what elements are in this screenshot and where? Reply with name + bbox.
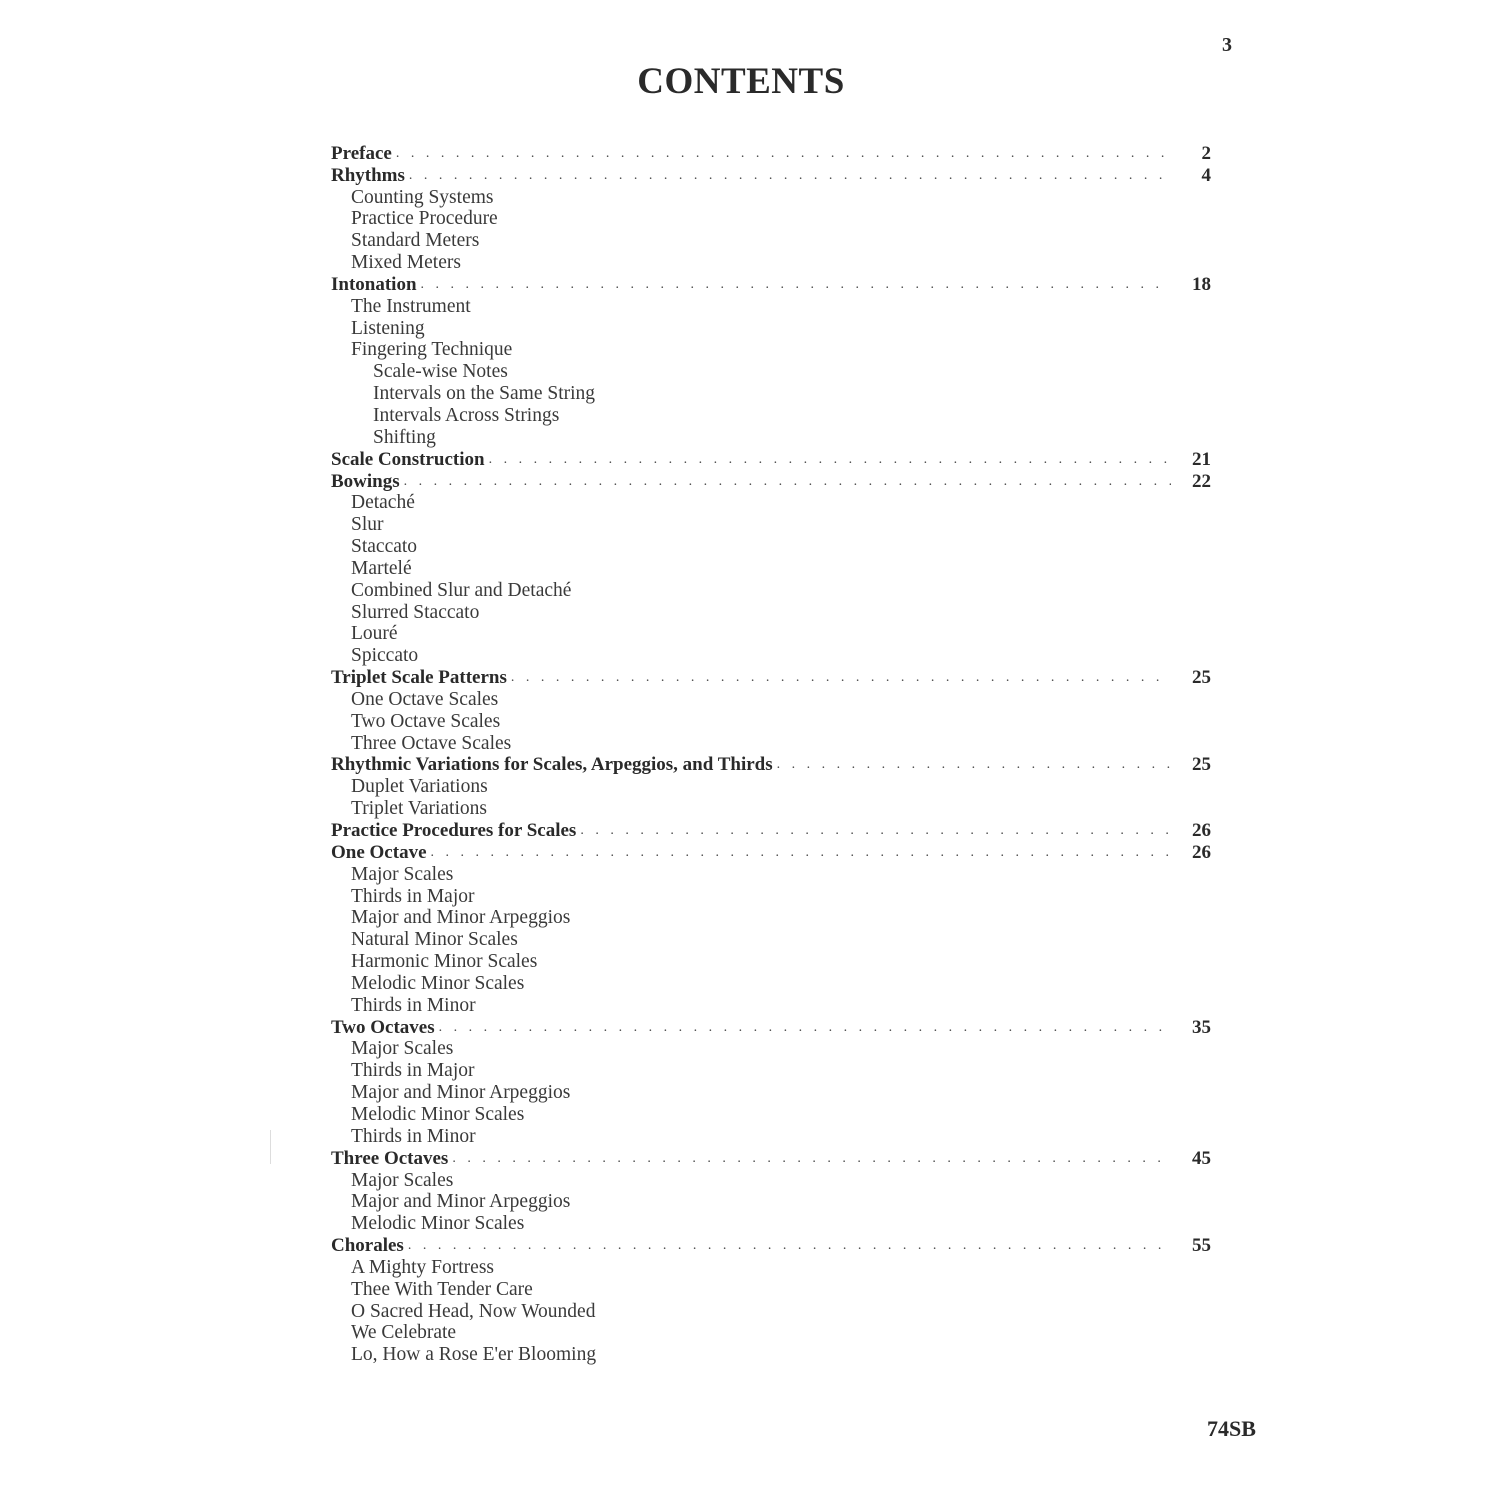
dot-leader <box>777 754 1171 775</box>
toc-subsection-label: O Sacred Head, Now Wounded <box>351 1300 596 1322</box>
toc-section-label: Practice Procedures for Scales <box>331 820 577 841</box>
dot-leader <box>396 143 1171 164</box>
toc-subsection-label: Melodic Minor Scales <box>351 1213 525 1235</box>
toc-subsection-row <box>331 863 1211 885</box>
toc-subsection-label: Scale-wise Notes <box>373 361 508 383</box>
toc-subsection-row <box>331 1300 1211 1322</box>
toc-subsection-row <box>331 1169 1211 1191</box>
toc-section-label: Scale Construction <box>331 448 485 470</box>
toc-subsection-row <box>331 295 1211 317</box>
toc-subsection-row <box>331 950 1211 972</box>
toc-section-label: Intonation <box>331 273 417 295</box>
toc-subsection-row <box>331 492 1211 514</box>
toc-subsection-label: Thee With Tender Care <box>351 1278 533 1300</box>
toc-section-label: Preface <box>331 142 392 164</box>
toc-subsection-row <box>331 557 1211 579</box>
toc-subsection-label: Major Scales <box>351 1169 454 1191</box>
toc-section-row <box>331 273 1211 295</box>
toc-subsection-label: Major and Minor Arpeggios <box>351 1191 571 1213</box>
toc-page-number: 55 <box>1192 1235 1211 1257</box>
toc-subsection-label: Triplet Variations <box>351 798 487 820</box>
toc-subsection-label: Standard Meters <box>351 230 480 252</box>
toc-subsection-label: Thirds in Major <box>351 885 475 907</box>
toc-section-row <box>331 1016 1211 1038</box>
toc-subsection-row <box>331 644 1211 666</box>
dot-leader <box>439 1017 1171 1038</box>
toc-subsection-row <box>331 885 1211 907</box>
toc-subsection-row <box>331 513 1211 535</box>
toc-subsection-row <box>331 1212 1211 1234</box>
toc-subsection-label: Louré <box>351 623 398 645</box>
toc-section-row <box>331 754 1211 776</box>
toc-subsection-row <box>331 797 1211 819</box>
toc-subsection-row <box>331 579 1211 601</box>
toc-subsection-label: A Mighty Fortress <box>351 1256 495 1278</box>
toc-section-row <box>331 142 1211 164</box>
toc-section-row <box>331 841 1211 863</box>
dot-leader <box>404 471 1171 492</box>
toc-section-label: Rhythmic Variations for Scales, Arpeggios, and Thirds <box>331 754 773 776</box>
toc-subsection-label: Combined Slur and Detaché <box>351 579 572 601</box>
toc-section-row <box>331 164 1211 186</box>
toc-section-row <box>331 448 1211 470</box>
dot-leader <box>511 667 1171 688</box>
toc-subsection-label: Counting Systems <box>351 186 494 208</box>
scan-margin-mark <box>270 1130 271 1164</box>
toc-subsection-row <box>331 907 1211 929</box>
toc-section-label: Two Octaves <box>331 1016 435 1038</box>
toc-subsection-row <box>331 535 1211 557</box>
toc-subsection-label: Martelé <box>351 557 412 579</box>
toc-section-row <box>331 470 1211 492</box>
toc-subsection-row <box>331 404 1211 426</box>
toc-subsection-row <box>331 623 1211 645</box>
toc-subsection-label: Spiccato <box>351 645 419 667</box>
dot-leader <box>408 1235 1171 1256</box>
toc-subsection-label: Listening <box>351 317 425 339</box>
toc-subsection-label: Natural Minor Scales <box>351 929 518 951</box>
toc-subsection-row <box>331 1038 1211 1060</box>
toc-subsection-row <box>331 688 1211 710</box>
toc-subsection-row <box>331 710 1211 732</box>
toc-subsection-label: Intervals Across Strings <box>373 404 560 426</box>
toc-subsection-label: Lo, How a Rose E'er Blooming <box>351 1344 597 1366</box>
toc-subsection-label: Intervals on the Same String <box>373 383 596 405</box>
toc-section-label: Chorales <box>331 1235 404 1257</box>
toc-subsection-row <box>331 775 1211 797</box>
toc-subsection-label: Slur <box>351 514 384 536</box>
toc-page-number: 26 <box>1192 820 1211 841</box>
toc-page-number: 45 <box>1192 1147 1211 1169</box>
toc-subsection-row <box>331 360 1211 382</box>
toc-page-number: 21 <box>1192 448 1211 470</box>
toc-subsection-label: Practice Procedure <box>351 208 498 230</box>
toc-subsection-row <box>331 339 1211 361</box>
toc-section-label: One Octave <box>331 841 427 863</box>
toc-section-row <box>331 1147 1211 1169</box>
toc-subsection-label: Melodic Minor Scales <box>351 972 525 994</box>
toc-subsection-label: Slurred Staccato <box>351 601 480 623</box>
toc-section-row <box>331 1234 1211 1256</box>
table-of-contents <box>331 142 1211 1365</box>
toc-subsection-row <box>331 994 1211 1016</box>
page-title: CONTENTS <box>637 61 845 102</box>
toc-subsection-label: Detaché <box>351 492 415 514</box>
toc-subsection-row <box>331 317 1211 339</box>
toc-subsection-label: Two Octave Scales <box>351 710 501 732</box>
page-number: 3 <box>1222 34 1232 56</box>
toc-subsection-row <box>331 1278 1211 1300</box>
toc-subsection-row <box>331 1059 1211 1081</box>
toc-subsection-label: Major Scales <box>351 1038 454 1060</box>
toc-subsection-label: Thirds in Minor <box>351 1125 476 1147</box>
toc-page-number: 25 <box>1192 754 1211 776</box>
toc-subsection-row <box>331 732 1211 754</box>
toc-subsection-label: Harmonic Minor Scales <box>351 951 538 973</box>
toc-subsection-label: Mixed Meters <box>351 252 461 274</box>
dot-leader <box>421 274 1171 295</box>
toc-page-number: 35 <box>1192 1016 1211 1038</box>
toc-page-number: 22 <box>1192 470 1211 492</box>
dot-leader <box>489 449 1171 470</box>
toc-subsection-label: Fingering Technique <box>351 339 513 361</box>
toc-section-label: Three Octaves <box>331 1147 449 1169</box>
toc-subsection-label: Shifting <box>373 426 436 448</box>
toc-subsection-row <box>331 1191 1211 1213</box>
toc-subsection-row <box>331 229 1211 251</box>
dot-leader <box>580 820 1171 841</box>
toc-subsection-row <box>331 928 1211 950</box>
toc-subsection-label: Staccato <box>351 536 418 558</box>
toc-page-number: 2 <box>1201 142 1211 164</box>
toc-subsection-label: Thirds in Major <box>351 1060 475 1082</box>
toc-subsection-label: Thirds in Minor <box>351 994 476 1016</box>
toc-subsection-row <box>331 251 1211 273</box>
toc-page-number: 18 <box>1192 273 1211 295</box>
toc-subsection-row <box>331 1343 1211 1365</box>
toc-subsection-row <box>331 208 1211 230</box>
toc-section-row <box>331 819 1211 841</box>
toc-subsection-label: Major Scales <box>351 863 454 885</box>
toc-subsection-row <box>331 426 1211 448</box>
toc-subsection-row <box>331 186 1211 208</box>
toc-subsection-row <box>331 1125 1211 1147</box>
toc-subsection-label: Major and Minor Arpeggios <box>351 1082 571 1104</box>
toc-subsection-row <box>331 1322 1211 1344</box>
toc-subsection-label: Duplet Variations <box>351 776 488 798</box>
toc-subsection-label: Three Octave Scales <box>351 732 512 754</box>
toc-subsection-row <box>331 382 1211 404</box>
toc-subsection-row <box>331 1081 1211 1103</box>
toc-subsection-row <box>331 1256 1211 1278</box>
toc-page-number: 25 <box>1192 667 1211 689</box>
toc-section-label: Bowings <box>331 470 400 492</box>
dot-leader <box>431 842 1171 863</box>
toc-subsection-row <box>331 1103 1211 1125</box>
toc-page-number: 26 <box>1192 841 1211 863</box>
toc-subsection-row <box>331 601 1211 623</box>
dot-leader <box>409 165 1171 186</box>
toc-subsection-label: Major and Minor Arpeggios <box>351 907 571 929</box>
toc-subsection-label: Melodic Minor Scales <box>351 1103 525 1125</box>
toc-section-label: Triplet Scale Patterns <box>331 667 507 689</box>
toc-subsection-label: One Octave Scales <box>351 688 499 710</box>
toc-section-row <box>331 666 1211 688</box>
toc-subsection-row <box>331 972 1211 994</box>
catalog-code: 74SB <box>1207 1416 1256 1441</box>
toc-page-number: 4 <box>1201 164 1211 186</box>
toc-section-label: Rhythms <box>331 164 405 186</box>
dot-leader <box>452 1148 1171 1169</box>
toc-subsection-label: The Instrument <box>351 295 471 317</box>
toc-subsection-label: We Celebrate <box>351 1322 457 1344</box>
